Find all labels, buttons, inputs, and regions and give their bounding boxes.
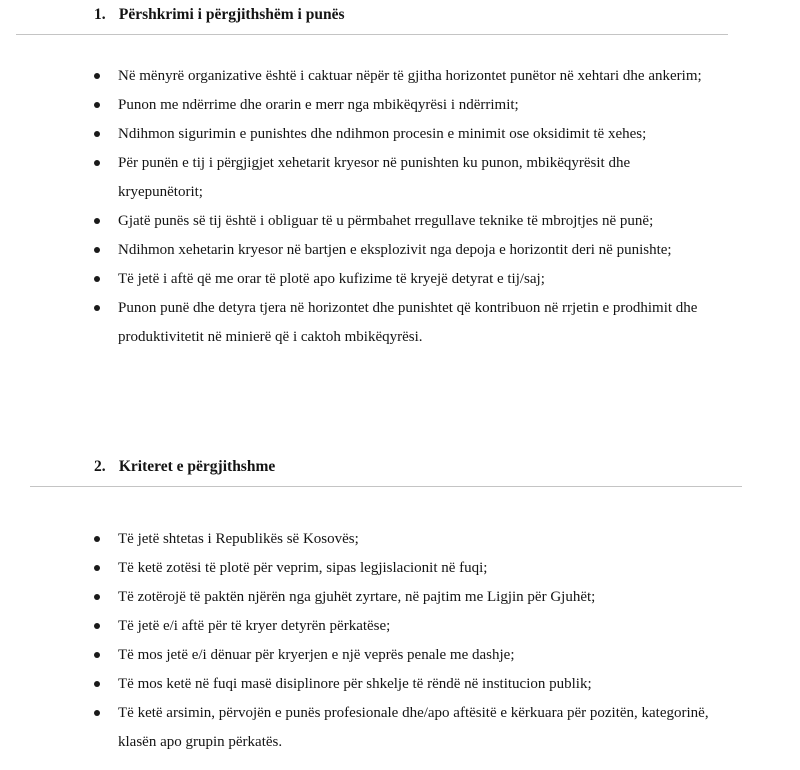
list-item — [94, 670, 714, 699]
list-item — [94, 699, 714, 757]
list-item — [94, 265, 714, 294]
list-item — [94, 62, 714, 91]
bullet-icon — [94, 681, 100, 687]
list-item-text: Ndihmon xehetarin kryesor në bartjen e eksplozivit nga depoja e horizontit deri në punishte; — [118, 242, 672, 258]
general-criteria-list — [94, 525, 714, 757]
job-description-list — [94, 62, 714, 352]
bullet-icon — [94, 652, 100, 658]
list-item-text: Të mos ketë në fuqi masë disiplinore për shkelje të rëndë në institucion publik; — [118, 676, 592, 692]
list-item-text: Të jetë shtetas i Republikës së Kosovës; — [118, 531, 359, 547]
list-item — [94, 149, 714, 207]
section-title: Kriteret e përgjithshme — [118, 458, 276, 475]
list-item-text: Ndihmon sigurimin e punishtes dhe ndihmon procesin e minimit ose oksidimit të xehes; — [118, 126, 647, 142]
bullet-icon — [94, 102, 100, 108]
list-item-text: Punon punë dhe detyra tjera në horizontet dhe punishtet që kontribuon në rrjetin e prodhimit dhe produktivitetit në minierë që i caktoh mbikëqyrësi. — [118, 300, 698, 345]
bullet-icon — [94, 73, 100, 79]
bullet-icon — [94, 623, 100, 629]
section-heading-general-criteria — [94, 457, 275, 477]
list-item — [94, 120, 714, 149]
section-heading-job-description — [94, 5, 345, 25]
list-item-text: Punon me ndërrime dhe orarin e merr nga mbikëqyrësi i ndërrimit; — [118, 97, 519, 113]
list-item — [94, 641, 714, 670]
list-item-text: Të mos jetë e/i dënuar për kryerjen e një veprës penale me dashje; — [118, 647, 515, 663]
bullet-icon — [94, 276, 100, 282]
list-item — [94, 612, 714, 641]
list-item — [94, 236, 714, 265]
list-item-text: Për punën e tij i përgjigjet xehetarit kryesor në punishten ku punon, mbikëqyrësit dhe kryepunëtorit; — [118, 155, 631, 200]
bullet-icon — [94, 247, 100, 253]
bullet-icon — [94, 710, 100, 716]
bullet-icon — [94, 594, 100, 600]
section-title: Përshkrimi i përgjithshëm i punës — [118, 6, 345, 23]
section-divider — [16, 34, 728, 35]
list-item-text: Të ketë arsimin, përvojën e punës profesionale dhe/apo aftësitë e kërkuara për pozitën, kategorinë, klasën apo grupin përkatës. — [118, 705, 709, 750]
list-item-text: Të zotërojë të paktën njërën nga gjuhët zyrtare, në pajtim me Ligjin për Gjuhët; — [118, 589, 596, 605]
section-divider — [30, 486, 742, 487]
section-number: 2. — [94, 458, 106, 475]
list-item — [94, 294, 714, 352]
list-item — [94, 91, 714, 120]
bullet-icon — [94, 305, 100, 311]
list-item-text: Të jetë e/i aftë për të kryer detyrën përkatëse; — [118, 618, 391, 634]
bullet-icon — [94, 131, 100, 137]
list-item-text: Gjatë punës së tij është i obliguar të u përmbahet rregullave teknike të mbrojtjes në punë; — [118, 213, 654, 229]
list-item-text: Në mënyrë organizative është i caktuar nëpër të gjitha horizontet punëtor në xehtari dhe ankerim; — [118, 68, 702, 84]
list-item-text: Të ketë zotësi të plotë për veprim, sipas legjislacionit në fuqi; — [118, 560, 488, 576]
list-item — [94, 554, 714, 583]
list-item — [94, 583, 714, 612]
bullet-icon — [94, 160, 100, 166]
list-item — [94, 207, 714, 236]
list-item — [94, 525, 714, 554]
list-item-text: Të jetë i aftë që me orar të plotë apo kufizime të kryejë detyrat e tij/saj; — [118, 271, 545, 287]
bullet-icon — [94, 565, 100, 571]
section-number: 1. — [94, 6, 106, 23]
bullet-icon — [94, 218, 100, 224]
bullet-icon — [94, 536, 100, 542]
